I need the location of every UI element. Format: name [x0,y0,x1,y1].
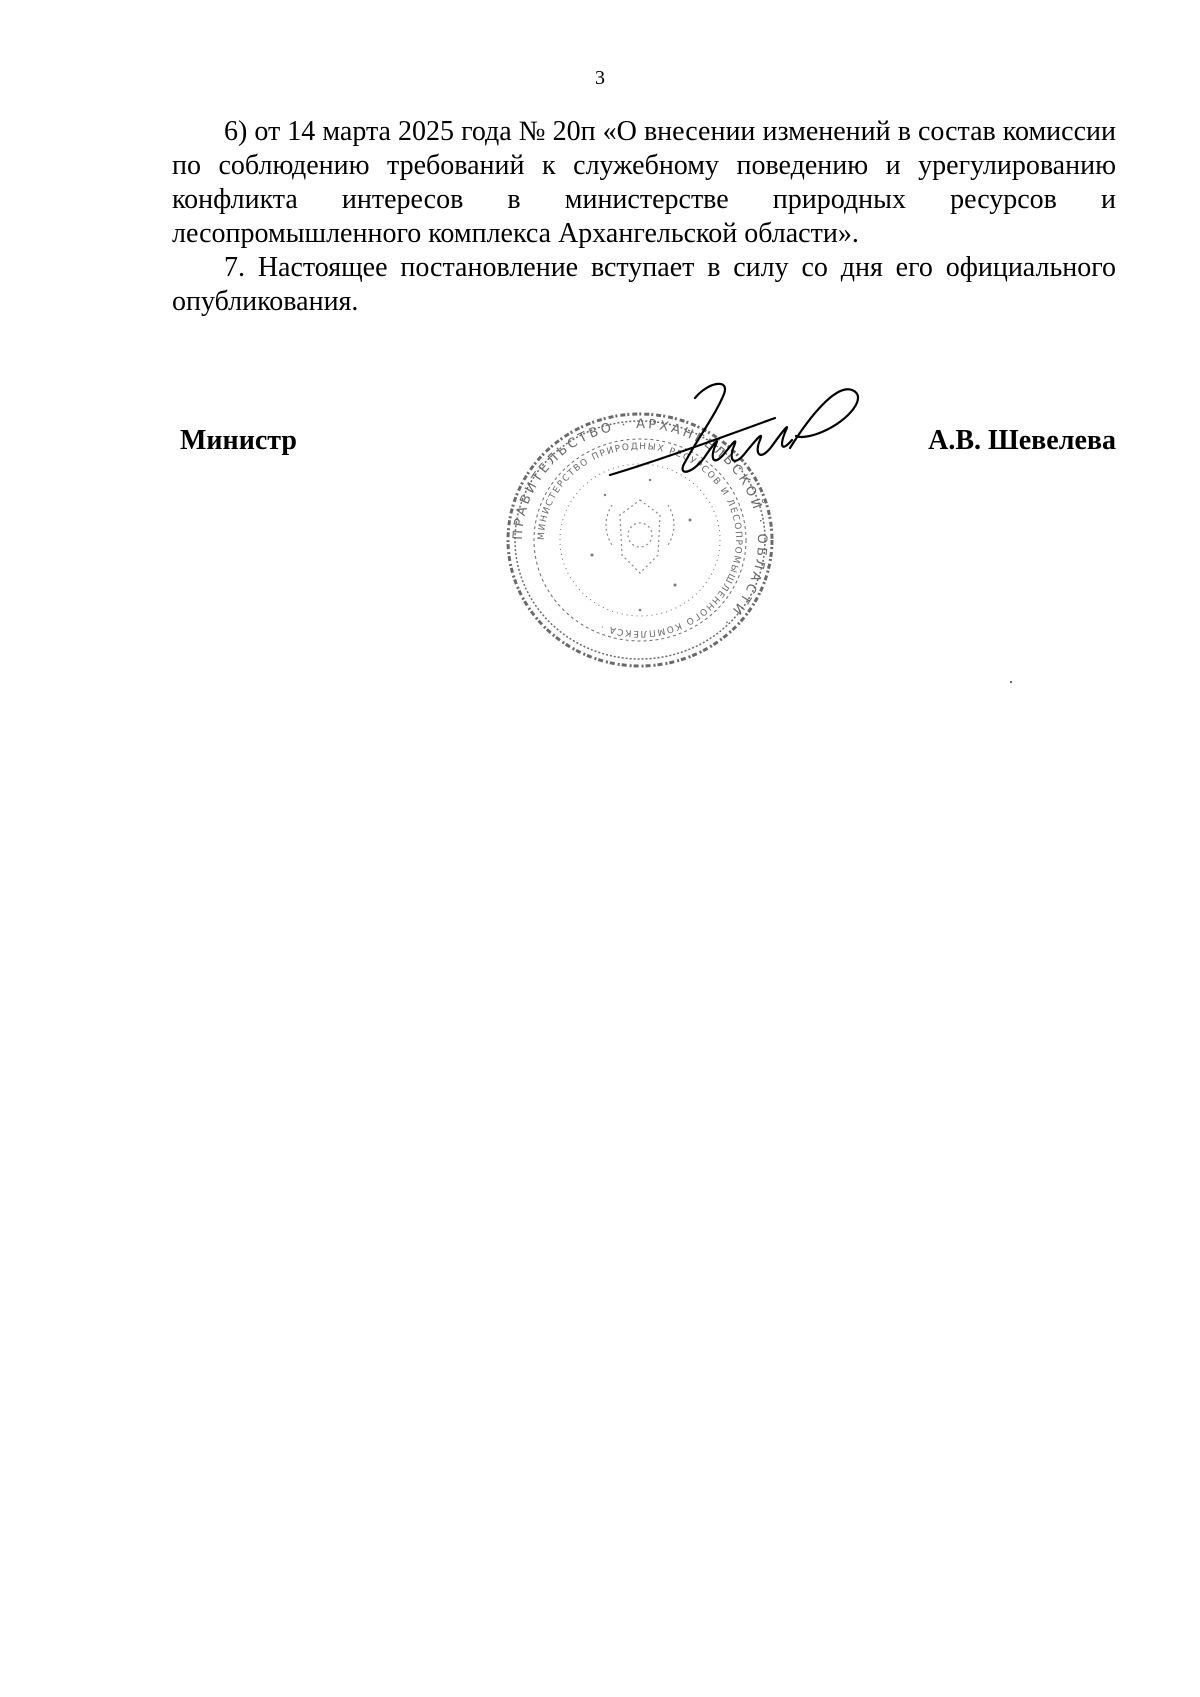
paragraph-item-6: 6) от 14 марта 2025 года № 20п «О внесении изменений в состав комиссии по соблюдению требований к служебному поведению и урегулированию конфликта интересов в министерстве природных ресурсов и лесопромышленного комплекса Архангельской области». [172,116,1116,249]
scan-speck [1010,681,1012,683]
svg-text:МИНИСТЕРСТВО ПРИРОДНЫХ РЕСУРСО: МИНИСТЕРСТВО ПРИРОДНЫХ РЕСУРСОВ И ЛЕСОПРОМЫШЛЕННОГО КОМПЛЕКСА · [536,441,744,639]
svg-text:ПРАВИТЕЛЬСТВО · АРХАНГЕЛЬСКОЙ: ПРАВИТЕЛЬСТВО · АРХАНГЕЛЬСКОЙ · ОБЛАСТИ · [510,416,770,631]
document-body [172,115,1116,319]
paragraph-item-7: 7. Настоящее постановление вступает в силу со дня его официального опубликования. [172,252,1116,317]
handwritten-signature [600,380,890,490]
page-number: 3 [595,67,605,89]
signatory-title: Министр [180,425,297,456]
signatory-name: А.В. Шевелева [928,425,1116,456]
